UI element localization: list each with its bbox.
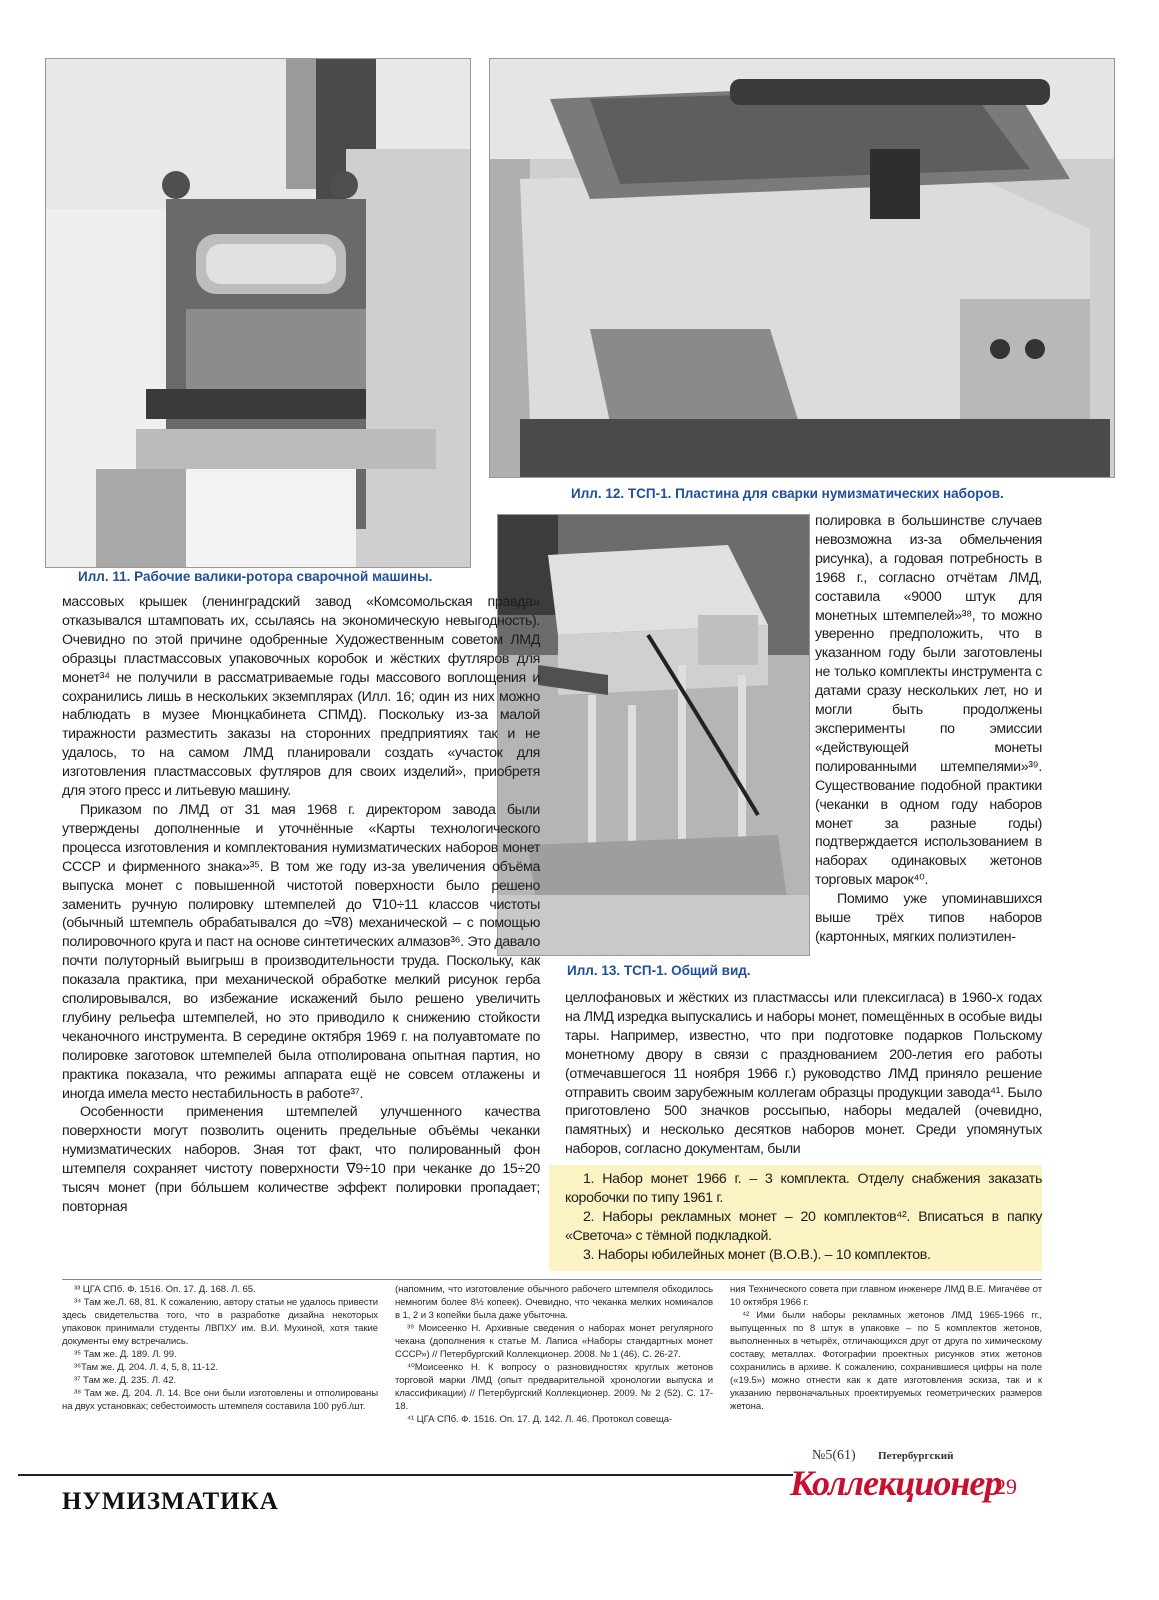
photo-ill-12 [489, 58, 1115, 478]
body-left-column [62, 593, 540, 1217]
footnotes-col-2 [395, 1283, 713, 1426]
footnote: ⁴² Ими были наборы рекламных жетонов ЛМД 1965-1966 гг., выпущенных по 8 штук в упаковке – по 5 комплектов жетонов, выполненных в четырёх, отличающихся друг от друга по химическому составу, металлах. Фотографии проектных рисунков этих жетонов сохранились в архиве. К сожалению, сохранившиеся цифры на поле («19.5») можно отнести как к дате изготовления эскиза, так и к указанию первоначальных проектируемых геометрических размеров жетона. [730, 1310, 1042, 1412]
footnote: (напомним, что изготовление обычного рабочего штемпеля обходилось немногим более 8½ копеек). Очевидно, что чеканка мелких номиналов в 1, 2 и 3 копейки была даже убыточна. [395, 1284, 713, 1321]
photo-ill-13 [497, 514, 810, 956]
list-item: 1. Набор монет 1966 г. – 3 комплекта. Отделу снабжения заказать коробочки по типу 1961 г. [565, 1171, 1042, 1206]
footnotes-col-1 [62, 1283, 378, 1413]
paragraph: массовых крышек (ленинградский завод «Комсомольская правда» отказывался штамповать их, ссылаясь на экономическую невыгодность). Очевидно по этой причине одобренные Художественным советом ЛМД образцы пластмассовых упаковочных коробок и жёстких футляров для монет³⁴ не получили в рассматриваемые годы массового воплощения и сохранились лишь в нескольких экземплярах (Илл. 16; один из них можно наблюдать в музее Мюнцкабинета СПМД). Поскольку из-за малой тиражности разместить заказы на сторонних предприятиях так и не удалось, то на самом ЛМД планировали создать «участок для изготовления пластмассовых футляров для своих изделий», приобретя для этого пресс и литьевую машину. [62, 594, 540, 800]
paragraph: Приказом по ЛМД от 31 мая 1968 г. директором завода были утверждены дополненные и уточнённые «Карты технологического процесса изготовления и комплектования нумизматических наборов монет СССР и фирменного знака»³⁵. В том же году из-за увеличения объёма выпуска монет с повышенной чистотой поверхности было решено заменить ручную полировку штемпелей до ∇10÷11 классов чистоты (обычный штемпель обрабатывался до ≈∇8) механической – с помощью полировочного круга и паст на основе синтетических алмазов³⁶. Это давало почти полуторный выигрыш в производительности труда. Поскольку, как показала практика, при механической обработке мелкий рисунок герба сполировывался, во избежание искажений было решено увеличить глубину рельефа штемпелей, но это приводило к снижению стойкости чеканочного инструмента. В середине октября 1969 г. на полуавтомате по полировке заготовок штемпелей была отполирована опытная партия, но практика показала, что режимы аппарата ещё не совсем отлажены и иногда имела место нестабильность в работе³⁷. [62, 801, 540, 1102]
footer-rule [18, 1474, 793, 1476]
page-number: 29 [995, 1474, 1017, 1499]
photo-ill-11 [45, 58, 471, 568]
footnote: ³⁷ Там же. Д. 235. Л. 42. [74, 1375, 177, 1386]
paragraph: целлофановых и жёстких из пластмассы или плексигласа) в 1960-х годах на ЛМД изредка выпускались и наборы монет, помещённых в особые виды тары. Например, известно, что при подготовке подарков Польскому монетному двору в связи с празднованием 200-летия его работы (отмечавшегося 11 ноября 1966 г.) руководство ЛМД приняло решение отправить своим зарубежным коллегам образцы продукции завода⁴¹. Было приготовлено 500 значков россыпью, наборы медалей (очевидно, памятных) и несколько десятков наборов монет. Среди упомянутых наборов, согласно документам, были [565, 990, 1042, 1158]
paragraph: Помимо уже упоминавшихся выше трёх типов наборов (картонных, мягких полиэтилен- [815, 891, 1042, 945]
issue-number: №5(61) [812, 1448, 856, 1463]
footnote: ³⁹ Моисеенко Н. Архивные сведения о наборах монет регулярного чекана (дополнения к статье М. Лаписа «Наборы стандартных монет СССР») // Петербургский Коллекционер. 2008. № 1 (46). С. 26-27. [395, 1323, 713, 1360]
caption-ill-13: Илл. 13. ТСП-1. Общий вид. [567, 963, 751, 978]
caption-ill-12: Илл. 12. ТСП-1. Пластина для сварки нумизматических наборов. [571, 486, 1004, 501]
footnote: ⁴⁰Моисеенко Н. К вопросу о разновидностях круглых жетонов торговой марки ЛМД (опыт предварительной хронологии выпуска и классификации) // Петербургский Коллекционер. 2009. № 2 (52). С. 17-18. [395, 1362, 713, 1412]
footnote: ³³ ЦГА СПб. Ф. 1516. Оп. 17. Д. 168. Л. 65. [74, 1284, 256, 1295]
footnote: ³⁸ Там же. Д. 204. Л. 14. Все они были изготовлены и отполированы на двух установках; себестоимость штемпеля составила 100 руб./шт. [62, 1388, 378, 1412]
paragraph: Особенности применения штемпелей улучшенного качества поверхности могут позволить оценить предельные объёмы чеканки нумизматических наборов. Зная тот факт, что полированный фон штемпеля сохраняет чистоту поверхности ∇9÷10 при чеканке до 15÷20 тысяч монет (при бо́льшем количестве эффект полировки пропадает; повторная [62, 1104, 540, 1215]
footnote: ⁴¹ ЦГА СПб. Ф. 1516. Оп. 17. Д. 142. Л. 46. Протокол совеща- [407, 1414, 673, 1425]
footnote: ³⁵ Там же. Д. 189. Л. 99. [74, 1349, 177, 1360]
body-right-column-bottom [565, 989, 1042, 1159]
footnotes-col-3 [730, 1283, 1042, 1413]
highlight-list [565, 1170, 1042, 1265]
section-title: НУМИЗМАТИКА [62, 1488, 279, 1515]
body-right-column-top [815, 512, 1042, 947]
list-item: 3. Наборы юбилейных монет (В.О.В.). – 10 комплектов. [583, 1246, 931, 1263]
footnote: ³⁶Там же. Д. 204. Л. 4, 5, 8, 11-12. [74, 1362, 218, 1373]
brand-subtitle: Петербургский [878, 1450, 954, 1462]
footnote-rule [62, 1279, 1042, 1280]
list-item: 2. Наборы рекламных монет – 20 комплектов⁴². Вписаться в папку «Светоча» с тёмной подкладкой. [565, 1208, 1042, 1244]
footnote: ния Технического совета при главном инженере ЛМД В.Е. Мигачёве от 10 октября 1966 г. [730, 1284, 1042, 1308]
brand-logo: Коллекционер [790, 1463, 1002, 1503]
caption-ill-11: Илл. 11. Рабочие валики-ротора сварочной машины. [78, 569, 433, 584]
footnote: ³⁴ Там же.Л. 68, 81. К сожалению, автору статьи не удалось привести здесь свидетельства того, что в разработке дизайна некоторых упаковок принимали студенты ЛВПХУ им. В.И. Мухиной, хотя такие документы ему встречались. [62, 1297, 378, 1347]
paragraph: полировка в большинстве случаев невозможна из-за обмельчения рисунка), а годовая потребность в 1968 г., согласно отчётам ЛМД, составила «9000 штук для монетных штемпелей»³⁸, то можно уверенно предположить, что в указанном году были заготовлены не только комплекты инструмента с датами сразу нескольких лет, но и могли быть продолжены эксперименты по эмиссии «действующей монеты полированными штемпелями»³⁹. Существование подобной практики (чеканки в одном году наборов монет за разные годы) подтверждается использованием в наборах одинаковых жетонов торговых марок⁴⁰. [815, 513, 1042, 889]
